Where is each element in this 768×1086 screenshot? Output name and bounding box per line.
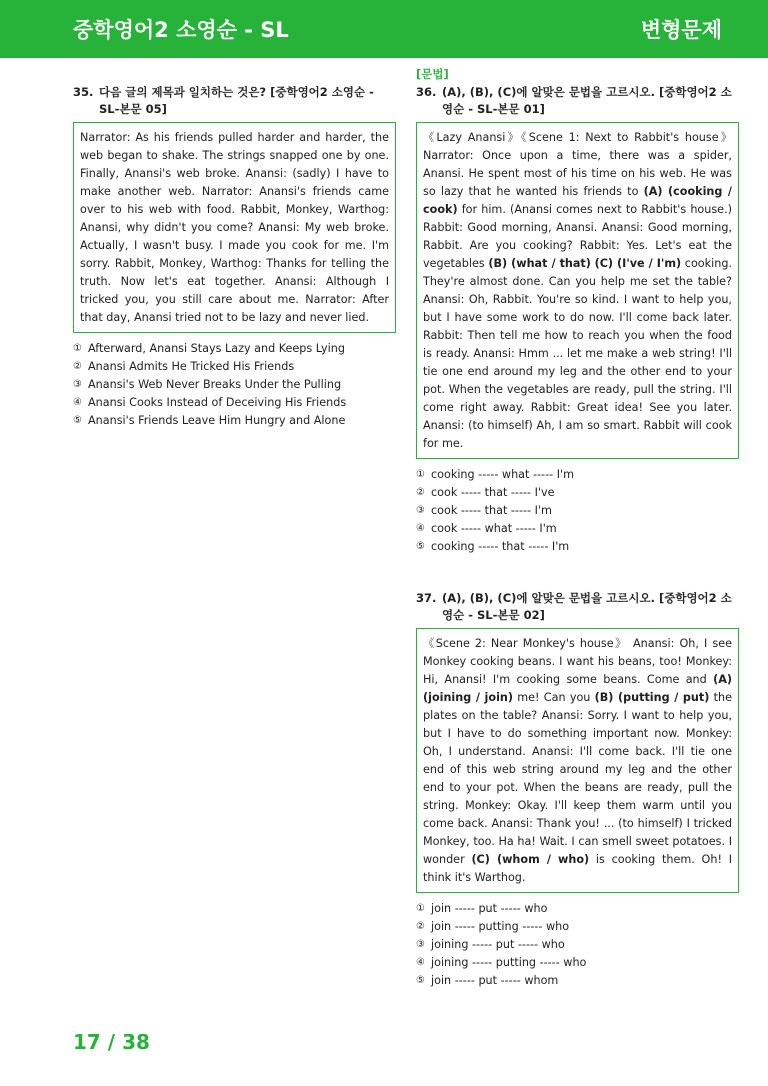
answer-option[interactable]: [416, 954, 739, 972]
answer-option[interactable]: [416, 502, 739, 520]
passage-text: is cooking them. Oh! I think it's Warthog.: [423, 853, 732, 884]
right-column: [416, 66, 739, 990]
passage-box: Narrator: As his friends pulled harder and harder, the web began to shake. The strings snapped one by one. Finally, Anansi's web broke. Anansi: (sadly) I have to make another web. Narrator: Anansi's friends came over to his web with food. Rabbit, Monkey, Warthog: Anansi, why didn't you come? Anansi: My web broke. Actually, I wasn't busy. I made you cook for me. I'm sorry. Rabbit, Monkey, Warthog: Thanks for telling the truth. Now let's eat together. Anansi: Although I tricked you, you still care about me. Narrator: After that day, Anansi tried not to be lazy and never lied.: [73, 122, 396, 333]
answer-option[interactable]: [73, 340, 396, 358]
answer-option[interactable]: [416, 918, 739, 936]
option-text: cook ----- that ----- I've: [431, 486, 555, 499]
blank-c: (C) (whom / who): [471, 853, 590, 866]
option-marker: ②: [416, 487, 425, 498]
question-number: 35.: [73, 85, 94, 99]
question-37-heading: [416, 590, 739, 624]
answer-option[interactable]: [73, 412, 396, 430]
option-text: join ----- putting ----- who: [431, 920, 570, 933]
blank-a: (A) (joining / join): [423, 673, 732, 704]
passage-text: the plates on the table? Anansi: Sorry. I want to help you, but I have to do something important now. Monkey: Oh, I understand. Anansi: I'll come back. I'll tie one end of this web string around my leg and the other end to your pot. When the beans are ready, pull the string. Monkey: Okay. I'll keep them warm until you come back. Anansi: Thank you! ... (to himself) I tricked Monkey, too. Ha ha! Wait. I can smell sweet potatoes. I wonder: [423, 691, 732, 866]
option-marker: ①: [416, 903, 425, 914]
option-marker: ⑤: [73, 415, 82, 426]
answer-option[interactable]: [416, 466, 739, 484]
option-marker: ①: [73, 343, 82, 354]
option-marker: ⑤: [416, 541, 425, 552]
option-text: Afterward, Anansi Stays Lazy and Keeps Lying: [88, 342, 345, 355]
blank-b: (B) (what / that): [488, 257, 591, 270]
left-column: [73, 84, 396, 430]
option-text: joining ----- putting ----- who: [431, 956, 587, 969]
blank-b: (B) (putting / put): [594, 691, 710, 704]
option-text: Anansi Cooks Instead of Deceiving His Friends: [88, 396, 347, 409]
answer-options: [416, 900, 739, 990]
passage-text: 《Lazy Anansi》《Scene 1: Next to Rabbit's house》 Narrator: Once upon a time, there was a spider, Anansi. He spent most of his time on his web. He was so lazy that he wanted his friends to: [423, 131, 732, 198]
option-marker: ③: [73, 379, 82, 390]
answer-option[interactable]: [416, 520, 739, 538]
option-marker: ①: [416, 469, 425, 480]
option-text: cook ----- what ----- I'm: [431, 522, 557, 535]
option-text: join ----- put ----- whom: [431, 974, 559, 987]
option-marker: ⑤: [416, 975, 425, 986]
option-text: cooking ----- that ----- I'm: [431, 540, 570, 553]
passage-text: me! Can you: [512, 691, 595, 704]
option-text: Anansi's Friends Leave Him Hungry and Alone: [88, 414, 346, 427]
grammar-tag: [문법]: [416, 67, 449, 81]
answer-option[interactable]: [416, 972, 739, 990]
answer-option[interactable]: [416, 484, 739, 502]
passage-box: [416, 628, 739, 893]
option-marker: ③: [416, 939, 425, 950]
option-text: Anansi's Web Never Breaks Under the Pulling: [88, 378, 342, 391]
question-text: (A), (B), (C)에 알맞은 문법을 고르시오. [중학영어2 소영순 - SL-본문 02]: [442, 591, 732, 622]
option-text: cook ----- that ----- I'm: [431, 504, 552, 517]
question-number: 36.: [416, 85, 437, 99]
answer-option[interactable]: [73, 376, 396, 394]
blank-a: (A) (cooking / cook): [423, 185, 732, 216]
answer-options: [73, 340, 396, 430]
question-text: (A), (B), (C)에 알맞은 문법을 고르시오. [중학영어2 소영순 - SL-본문 01]: [442, 85, 732, 116]
answer-option[interactable]: [73, 394, 396, 412]
header-section-label: 변형문제: [640, 18, 722, 42]
answer-option[interactable]: [416, 936, 739, 954]
passage-text: for him. (Anansi comes next to Rabbit's house.) Rabbit: Good morning, Anansi. Anansi: Good morning, Rabbit. Are you cooking? Rabbit: Yes. Let's eat the vegetables: [423, 203, 732, 270]
answer-option[interactable]: [73, 358, 396, 376]
page-number: 17 / 38: [73, 1030, 150, 1054]
passage-text: cooking. They're almost done. Can you help me set the table? Anansi: Oh, Rabbit. You're so kind. I want to help you, but I have some work to do now. I'll come back later. Rabbit: Then tell me how to reach you when the food is ready. Anansi: Hmm ... let me make a web string! I'll tie one end around my leg and the other end to your pot. When the vegetables are ready, pull the string. I'll come right away. Rabbit: Great idea! See you later. Anansi: (to himself) Ah, I am so smart. Rabbit will cook for me.: [423, 257, 732, 450]
answer-option[interactable]: [416, 900, 739, 918]
option-text: join ----- put ----- who: [431, 902, 548, 915]
header-title: 중학영어2 소영순 - SL: [73, 18, 289, 42]
option-marker: ④: [73, 397, 82, 408]
passage-text: 《Scene 2: Near Monkey's house》 Anansi: Oh, I see Monkey cooking beans. I want his beans, too! Monkey: Hi, Anansi! I'm cooking some beans. Come and: [423, 637, 732, 686]
question-number: 37.: [416, 591, 437, 605]
question-35-heading: [73, 84, 396, 118]
question-36-heading: [416, 84, 739, 118]
option-marker: ④: [416, 523, 425, 534]
answer-options: [416, 466, 739, 556]
option-text: Anansi Admits He Tricked His Friends: [88, 360, 295, 373]
option-text: cooking ----- what ----- I'm: [431, 468, 574, 481]
question-text: 다음 글의 제목과 일치하는 것은? [중학영어2 소영순 - SL-본문 05]: [99, 85, 374, 116]
page-header: [0, 0, 768, 58]
option-text: joining ----- put ----- who: [431, 938, 565, 951]
option-marker: ②: [73, 361, 82, 372]
answer-option[interactable]: [416, 538, 739, 556]
passage-box: [416, 122, 739, 459]
option-marker: ④: [416, 957, 425, 968]
option-marker: ②: [416, 921, 425, 932]
option-marker: ③: [416, 505, 425, 516]
blank-c: (C) (I've / I'm): [594, 257, 682, 270]
